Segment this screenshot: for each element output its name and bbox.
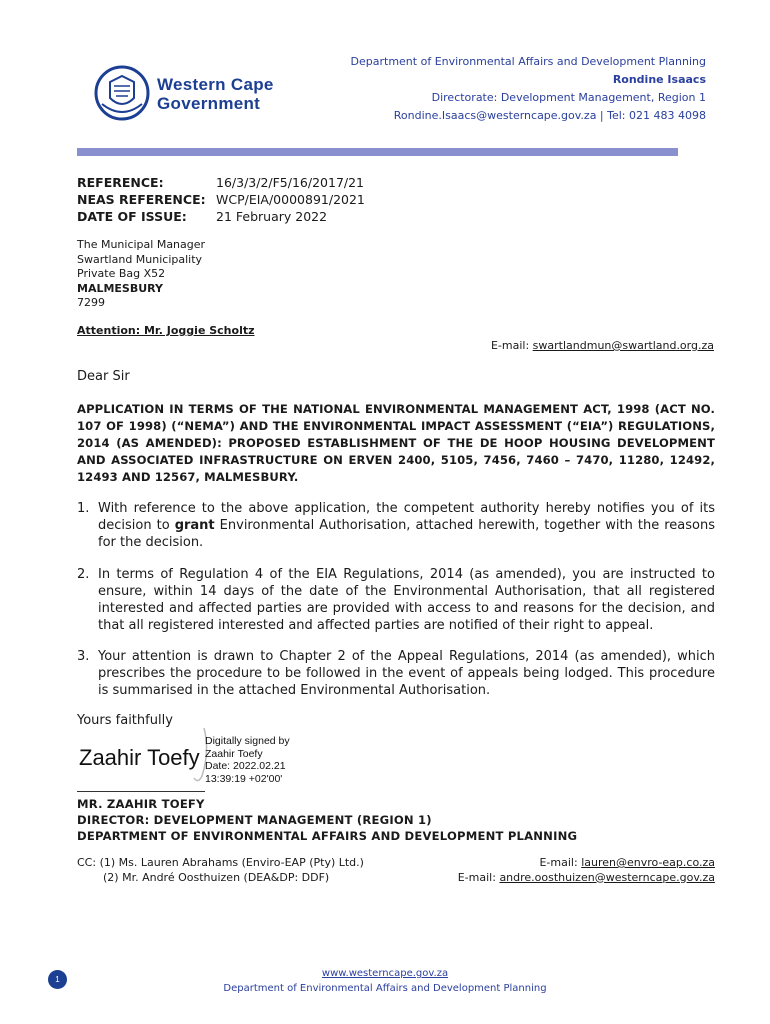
signature-rule [77, 791, 205, 792]
reference-value: 16/3/3/2/F5/16/2017/21 [216, 175, 365, 190]
paragraph-2 [77, 566, 715, 634]
header-email-tel: Rondine.Isaacs@westerncape.gov.za | Tel: 021 483 4098 [393, 109, 706, 122]
cc-row [77, 871, 715, 886]
cc-row [77, 856, 715, 871]
recipient-email-line [491, 339, 714, 352]
cc-email-label: E-mail: [539, 856, 582, 869]
cc-email-link[interactable]: andre.oosthuizen@westerncape.gov.za [499, 870, 715, 884]
digital-signature-stamp[interactable] [205, 735, 290, 785]
address-line-5: 7299 [77, 296, 105, 309]
signature-script: Zaahir Toefy [79, 745, 200, 770]
page-number-badge: 1 [48, 970, 67, 989]
header-department: Department of Environmental Affairs and Development Planning [350, 55, 706, 68]
logo-line-2: Government [157, 94, 261, 113]
signer-department: DEPARTMENT OF ENVIRONMENTAL AFFAIRS AND DEVELOPMENT PLANNING [77, 829, 578, 843]
reference-block [77, 174, 365, 225]
date-of-issue-label: DATE OF ISSUE: [77, 209, 187, 224]
date-of-issue-row [77, 208, 365, 225]
signer-name: MR. ZAAHIR TOEFY [77, 797, 205, 811]
neas-reference-label: NEAS REFERENCE: [77, 192, 206, 207]
date-of-issue-value: 21 February 2022 [216, 209, 328, 224]
recipient-email-label: E-mail: [490, 339, 533, 352]
reference-label: REFERENCE: [77, 175, 164, 190]
neas-reference-row [77, 191, 365, 208]
cc-recipient: CC: (1) Ms. Lauren Abrahams (Enviro-EAP (Pty) Ltd.) [77, 856, 364, 869]
paragraph-text-pre: With reference to the above application, the competent authority hereby notifies you of its decision to [98, 501, 715, 533]
logo-wordmark [157, 75, 274, 113]
header-contact-block [351, 53, 706, 125]
cc-block [77, 856, 715, 885]
logo-line-1: Western Cape [157, 75, 274, 94]
closing: Yours faithfully [77, 713, 173, 728]
header-directorate: Directorate: Development Management, Region 1 [431, 91, 706, 104]
signer-block [77, 796, 577, 844]
header-contact-name: Rondine Isaacs [612, 73, 706, 86]
digital-signature-line-2: Zaahir Toefy [205, 747, 263, 760]
signer-title: DIRECTOR: DEVELOPMENT MANAGEMENT (REGION 1) [77, 813, 432, 827]
cc-email-label: E-mail: [457, 870, 500, 884]
cc-email-link[interactable]: lauren@envro-eap.co.za [581, 856, 715, 869]
digital-signature-line-1: Digitally signed by [205, 735, 290, 747]
paragraph-number: 2. [77, 567, 90, 582]
paragraph-text: In terms of Regulation 4 of the EIA Regulations, 2014 (as amended), you are instructed to ensure, within 14 days of the date of the Environmental Authorisation, that all registered interested and affected parties are provided with access to and reasons for the decision, and that all registered interested and affected parties are notified of their right to appeal. [98, 567, 715, 633]
recipient-address [77, 238, 205, 311]
footer-website-link[interactable]: www.westerncape.gov.za [321, 968, 449, 979]
paragraph-3 [77, 648, 715, 699]
address-line-4: MALMESBURY [77, 281, 164, 295]
cc-email [458, 871, 715, 886]
address-line-2: Swartland Municipality [77, 252, 203, 266]
paragraph-text [98, 500, 715, 551]
coat-of-arms-icon [92, 64, 152, 122]
recipient-email-link[interactable]: swartlandmun@swartland.org.za [532, 339, 714, 352]
paragraph-1 [77, 500, 715, 551]
digital-signature-line-3: Date: 2022.02.21 [205, 760, 286, 772]
cc-recipient: (2) Mr. André Oosthuizen (DEA&DP: DDF) [103, 870, 330, 884]
paragraph-number: 3. [77, 649, 90, 664]
digital-signature-line-4: 13:39:19 +02'00' [205, 772, 283, 785]
paragraph-text-post: Environmental Authorisation, attached herewith, together with the reasons for the decision. [98, 518, 715, 550]
paragraph-text-bold: grant [174, 518, 215, 533]
attention-line: Attention: Mr. Joggie Scholtz [77, 324, 255, 337]
paragraph-text: Your attention is drawn to Chapter 2 of the Appeal Regulations, 2014 (as amended), which prescribes the procedure to be followed in the event of appeals being lodged. This procedure is summarised in the attached Environmental Authorisation. [98, 649, 715, 698]
address-line-3: Private Bag X52 [77, 267, 166, 280]
subject-heading: APPLICATION IN TERMS OF THE NATIONAL ENVIRONMENTAL MANAGEMENT ACT, 1998 (ACT NO. 107 OF 1998) (“NEMA”) AND THE ENVIRONMENTAL IMPACT ASSESSMENT (“EIA”) REGULATIONS, 2014 (AS AMENDED): PROPOSED ESTABLISHMENT OF THE DE HOOP HOUSING DEVELOPMENT AND ASSOCIATED INFRASTRUCTURE ON ERVEN 2400, 5105, 7456, 7460 – 7470, 11280, 12492, 12493 AND 12567, MALMESBURY. [77, 402, 715, 484]
reference-row [77, 174, 365, 191]
footer-department: Department of Environmental Affairs and Development Planning [223, 983, 547, 994]
paragraph-number: 1. [77, 501, 90, 516]
salutation: Dear Sir [77, 369, 130, 384]
header-divider [77, 148, 678, 156]
cc-email [539, 856, 715, 871]
neas-reference-value: WCP/EIA/0000891/2021 [216, 192, 365, 207]
address-line-1: The Municipal Manager [77, 238, 206, 251]
